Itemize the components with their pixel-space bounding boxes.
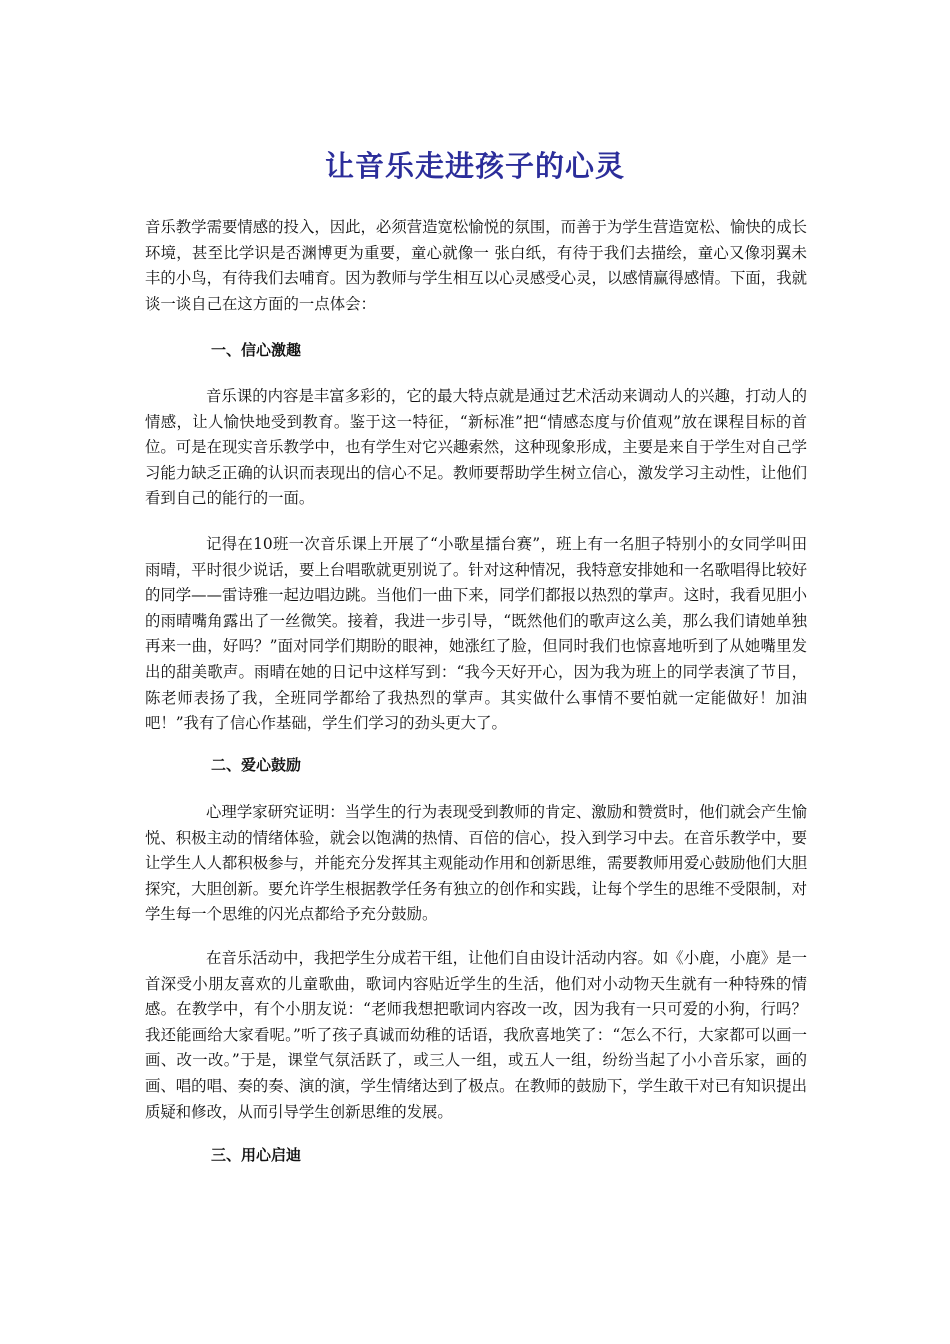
- page-title: 让音乐走进孩子的心灵: [324, 149, 625, 183]
- section2-paragraph-2: 在音乐活动中，我把学生分成若干组，让他们自由设计活动内容。如《小鹿，小鹿》是一首深受小朋友喜欢的儿童歌曲，歌词内容贴近学生的生活，他们对小动物天生就有一种特殊的情感。在教学中，有个小朋友说：“老师我想把歌词内容改一改，因为我有一只可爱的小狗，行吗？我还能画给大家看呢。”听了孩子真诚而幼稚的话语，我欣喜地笑了：“怎么不行，大家都可以画一画、改一改。”于是，课堂气氛活跃了，或三人一组，或五人一组，纷纷当起了小小音乐家，画的画、唱的唱、奏的奏、演的演，学生情绪达到了极点。在教师的鼓励下，学生敢干对已有知识提出质疑和修改，从而引导学生创新思维的发展。: [145, 949, 807, 1121]
- intro-paragraph: 音乐教学需要情感的投入，因此，必须营造宽松愉悦的氛围，而善于为学生营造宽松、愉快的成长环境，甚至比学识是否渊博更为重要，童心就像一 张白纸，有待于我们去描绘，童心又像羽翼未丰的小鸟，有待我们去哺育。因为教师与学生相互以心灵感受心灵，以感情赢得感情。下面，我就谈一谈自己在这方面的一点体会：: [145, 218, 807, 313]
- section-heading-1: 一、信心激趣: [211, 341, 302, 359]
- section-heading-2: 二、爱心鼓励: [211, 756, 302, 774]
- section1-paragraph-2: 记得在10班一次音乐课上开展了“小歌星擂台赛”，班上有一名胆子特别小的女同学叫田雨晴，平时很少说话，要上台唱歌就更别说了。针对这种情况，我特意安排她和一名歌唱得比较好的同学——雷诗雅一起边唱边跳。当他们一曲下来，同学们都报以热烈的掌声。这时，我看见胆小的雨晴嘴角露出了一丝微笑。接着，我进一步引导，“既然他们的歌声这么美，那么我们请她单独再来一曲，好吗？”面对同学们期盼的眼神，她涨红了脸，但同时我们也惊喜地听到了从她嘴里发出的甜美歌声。雨晴在她的日记中这样写到：“我今天好开心，因为我为班上的同学表演了节目，陈老师表扬了我，全班同学都给了我热烈的掌声。其实做什么事情不要怕就一定能做好！加油吧！”我有了信心作基础，学生们学习的劲头更大了。: [145, 535, 807, 733]
- section2-paragraph-1: 心理学家研究证明：当学生的行为表现受到教师的肯定、激励和赞赏时，他们就会产生愉悦、积极主动的情绪体验，就会以饱满的热情、百倍的信心，投入到学习中去。在音乐教学中，要让学生人人都积极参与，并能充分发挥其主观能动作用和创新思维，需要教师用爱心鼓励他们大胆探究，大胆创新。要允许学生根据教学任务有独立的创作和实践，让每个学生的思维不受限制，对学生每一个思维的闪光点都给予充分鼓励。: [145, 803, 807, 924]
- section1-paragraph-1: 音乐课的内容是丰富多彩的，它的最大特点就是通过艺术活动来调动人的兴趣，打动人的情感，让人愉快地受到教育。鉴于这一特征，“新标准”把“情感态度与价值观”放在课程目标的首位。可是在现实音乐教学中，也有学生对它兴趣索然，这种现象形成，主要是来自于学生对自己学习能力缺乏正确的认识而表现出的信心不足。教师要帮助学生树立信心，激发学习主动性，让他们看到自己的能行的一面。: [145, 387, 807, 508]
- section-heading-3: 三、用心启迪: [211, 1146, 302, 1164]
